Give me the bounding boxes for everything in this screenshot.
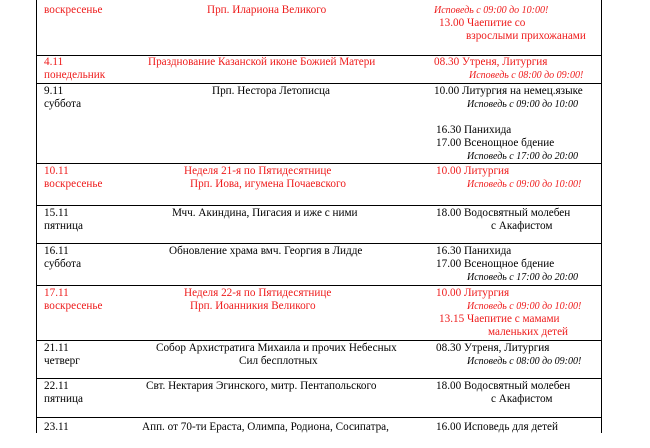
confession-note: Исповедь с 08:00 до 09:00!: [467, 356, 582, 367]
table-border-right: [601, 0, 602, 433]
feast-name: Сил бесплотных: [239, 355, 318, 367]
service-date: 9.11: [44, 85, 64, 97]
confession-note: Исповедь с 17:00 до 20:00: [467, 272, 578, 283]
service-line: 13.15 Чаепитие с мамами: [439, 313, 560, 325]
feast-name: Неделя 22-я по Пятидесятнице: [184, 287, 332, 299]
schedule-row: [36, 286, 602, 341]
feast-name: Свт. Нектария Эгинского, митр. Пентапольского: [146, 380, 377, 392]
confession-note: Исповедь с 09:00 до 10:00: [467, 99, 578, 110]
confession-note: Исповедь с 09:00 до 10:00!: [467, 301, 582, 312]
service-line: с Акафистом: [491, 220, 553, 232]
schedule-row: [36, 164, 602, 206]
day-of-week: пятница: [44, 393, 83, 405]
feast-name: Мчч. Акиндина, Пигасия и иже с ними: [172, 207, 358, 219]
service-date: 22.11: [44, 380, 69, 392]
feast-name: Прп. Илариона Великого: [207, 4, 327, 16]
service-date: 21.11: [44, 342, 69, 354]
service-line: 10.00 Литургия: [436, 165, 510, 177]
service-date: 23.11: [44, 421, 69, 433]
service-line: с Акафистом: [491, 393, 553, 405]
service-line: 08.30 Утреня, Литургия: [434, 56, 548, 68]
confession-note: Исповедь с 09:00 до 10:00!: [467, 179, 582, 190]
schedule-row: [36, 341, 602, 379]
schedule-row: [36, 0, 602, 56]
schedule-row: [36, 418, 602, 448]
service-line: 10.00 Литургия на немец.языке: [434, 85, 583, 97]
day-of-week: воскресенье: [44, 300, 103, 312]
schedule-row: [36, 244, 602, 286]
feast-name: Празднование Казанской иконе Божией Матери: [148, 56, 376, 68]
service-line: 10.00 Литургия: [436, 287, 510, 299]
day-of-week: пятница: [44, 220, 83, 232]
day-of-week: воскресенье: [44, 178, 103, 190]
service-line: маленьких детей: [488, 326, 569, 338]
feast-name: Собор Архистратига Михаила и прочих Небесных: [156, 342, 397, 354]
service-date: 15.11: [44, 207, 69, 219]
feast-name: Неделя 21-я по Пятидесятнице: [184, 165, 332, 177]
feast-name: Прп. Нестора Летописца: [212, 85, 330, 97]
confession-note: Исповедь с 17:00 до 20:00: [467, 151, 578, 162]
service-line: 16.30 Панихида: [436, 124, 512, 136]
service-line: 08.30 Утреня, Литургия: [436, 342, 550, 354]
service-line: 16.00 Исповедь для детей: [436, 421, 558, 433]
service-line: 18.00 Водосвятный молебен: [436, 380, 571, 392]
day-of-week: понедельник: [44, 69, 106, 81]
day-of-week: суббота: [44, 258, 82, 270]
schedule-row: [36, 55, 602, 84]
service-line: 17.00 Всенощное бдение: [436, 137, 555, 149]
feast-name: Обновление храма вмч. Георгия в Лидде: [169, 245, 363, 257]
confession-note: Исповедь с 08:00 до 09:00!: [469, 70, 584, 81]
schedule-row: [36, 379, 602, 418]
day-of-week: воскресенье: [44, 4, 103, 16]
feast-name: Прп. Иоанникия Великого: [190, 300, 316, 312]
service-line: 18.00 Водосвятный молебен: [436, 207, 571, 219]
schedule-row: [36, 206, 602, 244]
day-of-week: четверг: [44, 355, 80, 367]
service-line: взрослыми прихожанами: [466, 30, 586, 42]
feast-name: Апп. от 70-ти Ераста, Олимпа, Родиона, Сосипатра,: [142, 421, 389, 433]
service-date: 17.11: [44, 287, 69, 299]
confession-note: Исповедь с 09:00 до 10:00!: [434, 5, 549, 16]
service-line: 17.00 Всенощное бдение: [436, 258, 555, 270]
service-date: 4.11: [44, 56, 64, 68]
day-of-week: суббота: [44, 98, 82, 110]
feast-name: Прп. Иова, игумена Почаевского: [190, 178, 346, 190]
table-border-left: [36, 0, 37, 433]
service-line: 16.30 Панихида: [436, 245, 512, 257]
service-date: 16.11: [44, 245, 69, 257]
schedule-row: [36, 84, 602, 164]
service-date: 10.11: [44, 165, 69, 177]
service-line: 13.00 Чаепитие со: [439, 17, 526, 29]
